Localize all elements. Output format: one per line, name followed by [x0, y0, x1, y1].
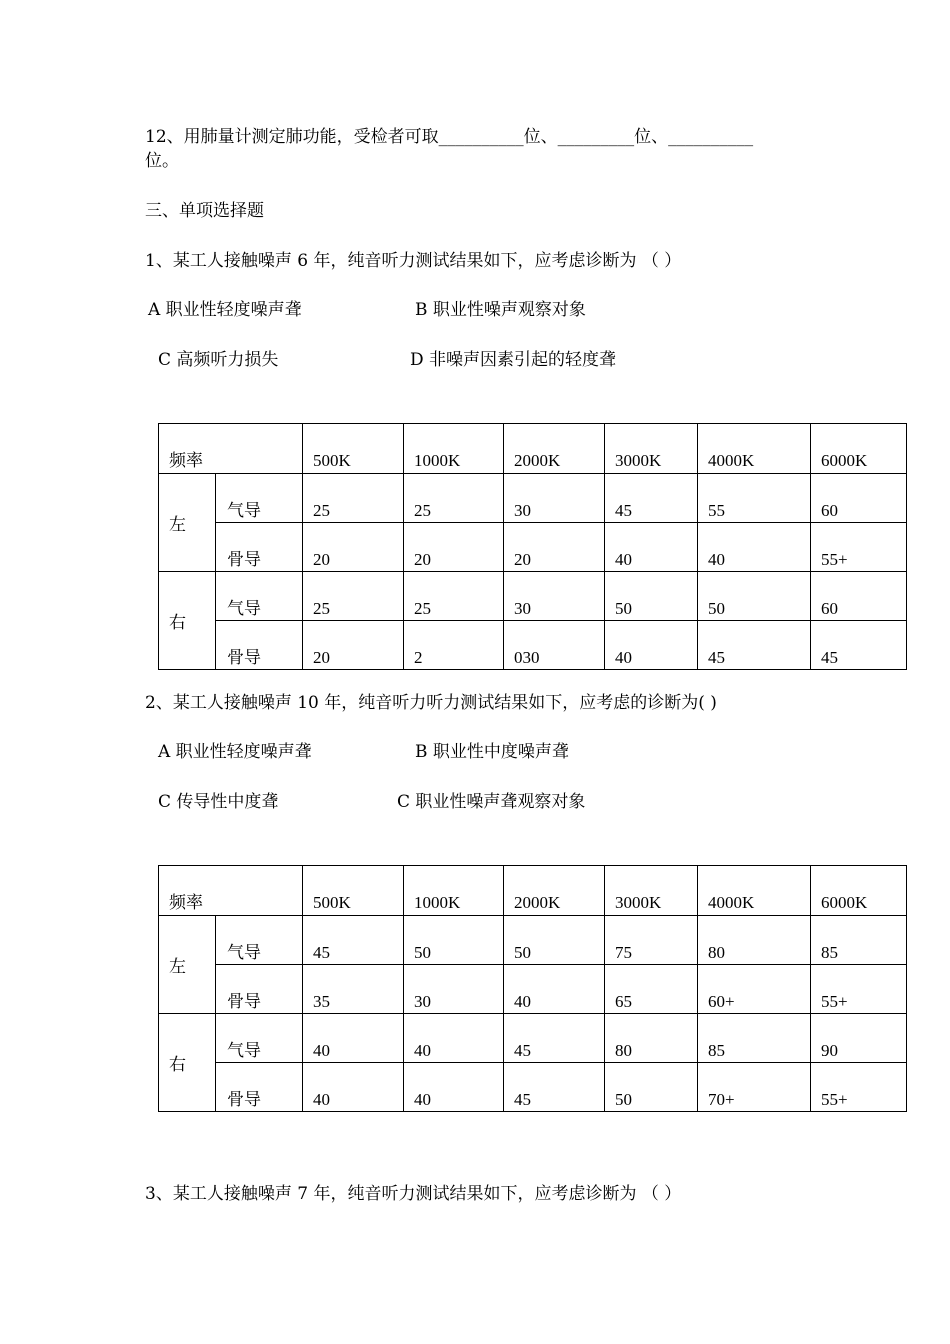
- table-cell: 60: [811, 474, 907, 523]
- table-row: [159, 621, 907, 670]
- table-cell: 2: [404, 621, 504, 670]
- q1-option-d: D 非噪声因素引起的轻度聋: [410, 350, 617, 370]
- table-cell: 20: [504, 523, 605, 572]
- conduction-type: 骨导: [216, 965, 303, 1014]
- table-row: [159, 965, 907, 1014]
- table-cell: 45: [303, 916, 404, 965]
- q2-stem: 2、某工人接触噪声 10 年，纯音听力听力测试结果如下，应考虑的诊断为( ): [145, 693, 717, 713]
- table-cell: 20: [303, 621, 404, 670]
- frequency-header: 6000K: [811, 424, 907, 474]
- q1-option-c: C 高频听力损失: [158, 350, 279, 370]
- table-cell: 50: [698, 572, 811, 621]
- table-cell: 60+: [698, 965, 811, 1014]
- table-cell: 60: [811, 572, 907, 621]
- conduction-type: 气导: [216, 1014, 303, 1063]
- frequency-header: 1000K: [404, 866, 504, 916]
- ear-side-label: 右: [159, 1014, 216, 1112]
- section-heading: 三、单项选择题: [145, 201, 264, 221]
- table-row: [159, 474, 907, 523]
- q1-hearing-table: [158, 423, 907, 670]
- q3-stem: 3、某工人接触噪声 7 年，纯音听力测试结果如下，应考虑诊断为 （ ）: [145, 1184, 682, 1204]
- table-cell: 70+: [698, 1063, 811, 1112]
- conduction-type: 骨导: [216, 523, 303, 572]
- table-cell: 50: [404, 916, 504, 965]
- table-cell: 30: [504, 474, 605, 523]
- table-cell: 40: [303, 1063, 404, 1112]
- table-cell: 40: [605, 523, 698, 572]
- table-cell: 25: [303, 474, 404, 523]
- ear-side-label: 左: [159, 916, 216, 1014]
- frequency-header: 2000K: [504, 866, 605, 916]
- conduction-type: 气导: [216, 916, 303, 965]
- table-cell: 40: [404, 1014, 504, 1063]
- table-cell: 45: [605, 474, 698, 523]
- table-cell: 45: [504, 1014, 605, 1063]
- table-cell: 25: [303, 572, 404, 621]
- frequency-header: 4000K: [698, 866, 811, 916]
- ear-side-label: 左: [159, 474, 216, 572]
- frequency-header: 6000K: [811, 866, 907, 916]
- frequency-header: 3000K: [605, 866, 698, 916]
- table-cell: 030: [504, 621, 605, 670]
- frequency-header: 4000K: [698, 424, 811, 474]
- conduction-type: 气导: [216, 474, 303, 523]
- table-cell: 20: [404, 523, 504, 572]
- table-row: [159, 916, 907, 965]
- table-cell: 50: [605, 572, 698, 621]
- table-cell: 30: [504, 572, 605, 621]
- table-cell: 90: [811, 1014, 907, 1063]
- q2-option-b: B 职业性中度噪声聋: [415, 742, 569, 762]
- table-cell: 45: [811, 621, 907, 670]
- table-cell: 20: [303, 523, 404, 572]
- table-cell: 25: [404, 572, 504, 621]
- table-cell: 45: [504, 1063, 605, 1112]
- table-cell: 35: [303, 965, 404, 1014]
- table-cell: 75: [605, 916, 698, 965]
- conduction-type: 骨导: [216, 1063, 303, 1112]
- q1-option-a: A 职业性轻度噪声聋: [148, 300, 302, 320]
- frequency-label: 频率: [159, 424, 303, 474]
- frequency-header: 3000K: [605, 424, 698, 474]
- table-header-row: [159, 866, 907, 916]
- table-cell: 55+: [811, 523, 907, 572]
- conduction-type: 骨导: [216, 621, 303, 670]
- frequency-header: 500K: [303, 424, 404, 474]
- table-cell: 55+: [811, 965, 907, 1014]
- table-cell: 40: [303, 1014, 404, 1063]
- table-cell: 40: [605, 621, 698, 670]
- table-cell: 25: [404, 474, 504, 523]
- table-cell: 30: [404, 965, 504, 1014]
- table-cell: 80: [605, 1014, 698, 1063]
- table-cell: 55+: [811, 1063, 907, 1112]
- q2-option-d: C 职业性噪声聋观察对象: [397, 792, 586, 812]
- table-cell: 55: [698, 474, 811, 523]
- frequency-label: 频率: [159, 866, 303, 916]
- ear-side-label: 右: [159, 572, 216, 670]
- table-cell: 85: [698, 1014, 811, 1063]
- table-cell: 80: [698, 916, 811, 965]
- table-cell: 50: [504, 916, 605, 965]
- frequency-header: 2000K: [504, 424, 605, 474]
- q1-stem: 1、某工人接触噪声 6 年，纯音听力测试结果如下，应考虑诊断为 （ ）: [145, 251, 682, 271]
- q2-option-c: C 传导性中度聋: [158, 792, 279, 812]
- table-row: [159, 1014, 907, 1063]
- table-cell: 40: [504, 965, 605, 1014]
- q2-option-a: A 职业性轻度噪声聋: [158, 742, 312, 762]
- table-cell: 85: [811, 916, 907, 965]
- table-cell: 45: [698, 621, 811, 670]
- table-cell: 65: [605, 965, 698, 1014]
- table-row: [159, 523, 907, 572]
- table-cell: 50: [605, 1063, 698, 1112]
- q1-option-b: B 职业性噪声观察对象: [415, 300, 586, 320]
- frequency-header: 500K: [303, 866, 404, 916]
- table-row: [159, 1063, 907, 1112]
- table-cell: 40: [698, 523, 811, 572]
- table-cell: 40: [404, 1063, 504, 1112]
- table-header-row: [159, 424, 907, 474]
- frequency-header: 1000K: [404, 424, 504, 474]
- conduction-type: 气导: [216, 572, 303, 621]
- q2-hearing-table: [158, 865, 907, 1112]
- table-row: [159, 572, 907, 621]
- q12-line2: 位。: [145, 151, 179, 171]
- q12-line1: 12、用肺量计测定肺功能，受检者可取__________位、_________位、__________: [145, 127, 754, 147]
